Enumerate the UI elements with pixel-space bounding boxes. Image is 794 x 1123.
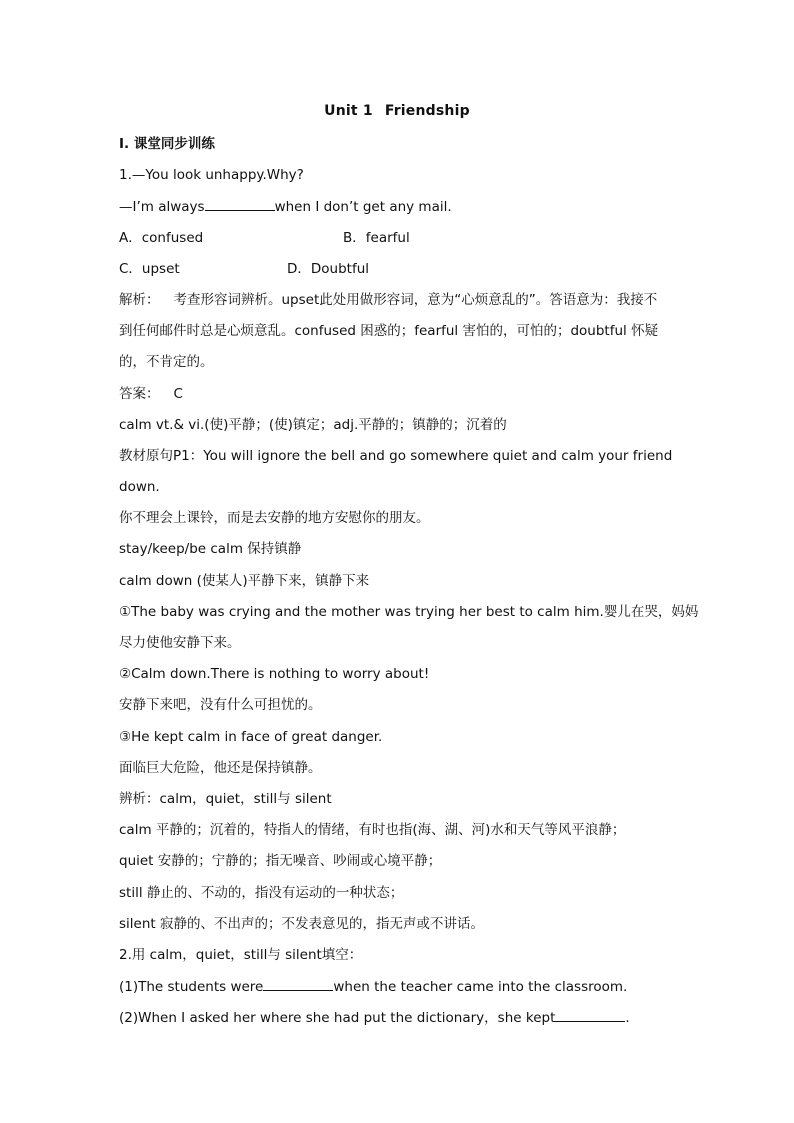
answer-blank bbox=[205, 196, 275, 211]
analysis-line3: 的，不肯定的。 bbox=[119, 354, 214, 371]
analysis-label: 解析： bbox=[119, 291, 160, 308]
q2-s2-before: (2)When I asked her where she had put the dictionary，she kept bbox=[119, 1010, 556, 1027]
option-b: B．fearful bbox=[343, 229, 410, 246]
example-2-chinese: 安静下来吧，没有什么可担忧的。 bbox=[119, 697, 322, 714]
textbook-line1: 教材原句P1：You will ignore the bell and go somewhere quiet and calm your friend bbox=[119, 447, 673, 464]
q1-options-ab bbox=[119, 228, 679, 259]
unit-topic: Friendship bbox=[384, 103, 470, 119]
document-body bbox=[119, 134, 699, 1038]
q2-s2-after: . bbox=[625, 1010, 630, 1027]
analysis-line1 bbox=[119, 290, 679, 321]
option-d: D．Doubtful bbox=[287, 260, 370, 277]
distinction-quiet: quiet 安静的；宁静的；指无噪音、吵闹或心境平静； bbox=[119, 853, 442, 870]
answer-blank bbox=[263, 976, 333, 991]
textbook-line2: down. bbox=[119, 479, 160, 496]
q1-options-cd bbox=[119, 259, 679, 290]
option-a: A．confused bbox=[119, 229, 204, 246]
distinction-calm: calm 平静的；沉着的，特指人的情绪，有时也指(海、湖、河)水和天气等风平浪静； bbox=[119, 822, 626, 839]
answer-value: C bbox=[173, 385, 183, 402]
answer-line bbox=[119, 384, 679, 415]
phrase-item: stay/keep/be calm 保持镇静 bbox=[119, 541, 302, 558]
q1-line2-after: when I don’t get any mail. bbox=[274, 199, 452, 216]
q2-sentence-1 bbox=[119, 976, 679, 1007]
example-3-english: ③He kept calm in face of great danger. bbox=[119, 728, 383, 745]
analysis-line2: 到任何邮件时总是心烦意乱。confused 困惑的；fearful 害怕的，可怕的；doubtful 怀疑 bbox=[119, 323, 659, 340]
q1-line2 bbox=[119, 196, 679, 227]
phrase-item: calm down (使某人)平静下来，镇静下来 bbox=[119, 572, 370, 589]
distinction-still: still 静止的、不动的，指没有运动的一种状态； bbox=[119, 884, 404, 901]
q1-line1: 1.—You look unhappy.Why? bbox=[119, 167, 304, 184]
calm-definition: calm vt.& vi.(使)平静；(使)镇定；adj.平静的；镇静的；沉着的 bbox=[119, 416, 507, 433]
answer-label: 答案： bbox=[119, 385, 160, 402]
option-c: C．upset bbox=[119, 260, 180, 277]
distinction-silent: silent 寂静的、不出声的；不发表意见的，指无声或不讲话。 bbox=[119, 915, 484, 932]
unit-number: Unit 1 bbox=[324, 103, 373, 119]
q2-s1-after: when the teacher came into the classroom. bbox=[333, 979, 628, 996]
distinction-heading: 辨析：calm，quiet，still与 silent bbox=[119, 790, 332, 807]
example-2-english: ②Calm down.There is nothing to worry about! bbox=[119, 666, 430, 683]
answer-blank bbox=[555, 1007, 625, 1022]
q2-s1-before: (1)The students were bbox=[119, 979, 264, 996]
textbook-translation: 你不理会上课铃，而是去安静的地方安慰你的朋友。 bbox=[119, 510, 430, 527]
example-1-line2: 尽力使他安静下来。 bbox=[119, 635, 241, 651]
section-heading: Ⅰ. 课堂同步训练 bbox=[119, 136, 215, 152]
analysis-text-1: 考查形容词辨析。upset此处用做形容词，意为“心烦意乱的”。答语意为：我接不 bbox=[173, 291, 658, 308]
unit-title bbox=[0, 103, 794, 119]
example-3-chinese: 面临巨大危险，他还是保持镇静。 bbox=[119, 759, 322, 776]
example-1-line1: ①The baby was crying and the mother was trying her best to calm him.婴儿在哭，妈妈 bbox=[119, 603, 699, 620]
q2-sentence-2 bbox=[119, 1007, 679, 1038]
q1-line2-before: —I’m always bbox=[119, 199, 205, 216]
q2-heading: 2.用 calm，quiet，still与 silent填空： bbox=[119, 946, 363, 963]
